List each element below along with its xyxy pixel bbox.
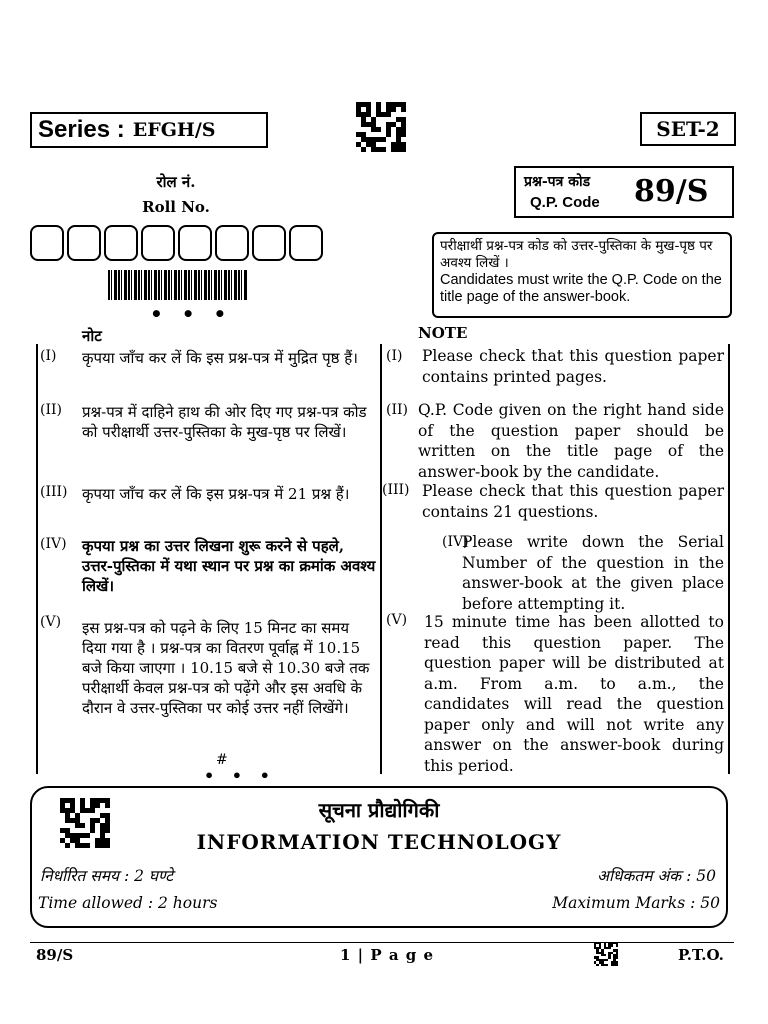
english-note-number: (I)	[386, 348, 403, 364]
hash-mark: #	[216, 752, 228, 768]
hindi-note-number: (II)	[40, 402, 62, 418]
center-divider-line	[380, 344, 382, 774]
time-allowed-hindi: निर्धारित समय : 2 घण्टे	[40, 867, 174, 885]
qp-code-instruction	[432, 232, 732, 318]
time-allowed-english: Time allowed : 2 hours	[38, 894, 218, 912]
footer-qp-code: 89/S	[36, 946, 74, 964]
english-note-text: Please write down the Serial Number of the question in the answer-book at the given place before attempting it.	[462, 533, 724, 613]
roll-digit-box[interactable]	[178, 225, 212, 261]
series-value: EFGH/S	[132, 119, 216, 141]
set-label: SET-2	[640, 112, 736, 146]
hindi-note-text: कृपया जाँच कर लें कि इस प्रश्न-पत्र में मुद्रित पृष्ठ हैं।	[82, 349, 358, 367]
english-note-text: 15 minute time has been allotted to read this question paper. The question paper will be distributed at a.m. From a.m. to a.m., the candidates will read the question paper only and will not write any answer on the answer-book during this period.	[424, 613, 724, 775]
english-note-text: Please check that this question paper contains printed pages.	[422, 347, 724, 386]
qp-code-label-english: Q.P. Code	[530, 194, 600, 211]
roll-number-boxes	[30, 225, 326, 261]
hindi-note-number: (V)	[40, 614, 62, 630]
english-note-number: (IV)	[442, 534, 469, 550]
note-title-english: NOTE	[418, 324, 468, 342]
footer-page-number: 1 | P a g e	[340, 946, 435, 964]
footer-pto: P.T.O.	[678, 946, 724, 964]
english-note-text: Q.P. Code given on the right hand side of the question paper should be written on the title page of the answer-book by the candidate.	[418, 401, 724, 481]
footer-divider	[30, 942, 734, 943]
max-marks-hindi: अधिकतम अंक : 50	[597, 867, 716, 885]
series-label: Series :	[38, 116, 125, 143]
roll-digit-box[interactable]	[252, 225, 286, 261]
roll-digit-box[interactable]	[104, 225, 138, 261]
qr-code-icon	[594, 942, 618, 966]
hindi-note-text: प्रश्न-पत्र में दाहिने हाथ की ओर दिए गए प्रश्न-पत्र कोड को परीक्षार्थी उत्तर-पुस्तिका के मुख-पृष्ठ पर लिखें।	[82, 403, 367, 441]
qp-code-value: 89/S	[634, 174, 709, 209]
subject-info-box	[30, 786, 728, 928]
subject-title-english: INFORMATION TECHNOLOGY	[196, 830, 562, 854]
roll-digit-box[interactable]	[215, 225, 249, 261]
roll-digit-box[interactable]	[289, 225, 323, 261]
roll-digit-box[interactable]	[67, 225, 101, 261]
subject-title-hindi: सूचना प्रौद्योगिकी	[318, 798, 440, 822]
hindi-note-text: कृपया प्रश्न का उत्तर लिखना शुरू करने से पहले, उत्तर-पुस्तिका में यथा स्थान पर प्रश्न का क्रमांक अवश्य लिखें।	[82, 537, 376, 595]
hindi-note-number: (III)	[40, 484, 68, 500]
hindi-note-text: इस प्रश्न-पत्र को पढ़ने के लिए 15 मिनट का समय दिया गया है । प्रश्न-पत्र का वितरण पूर्वाह्न में 10.15 बजे किया जाएगा । 10.15 बजे से 10.30 बजे तक परीक्षार्थी केवल प्रश्न-पत्र को पढ़ेंगे और इस अवधि के दौरान वे उत्तर-पुस्तिका पर कोई उत्तर नहीं लिखेंगे।	[82, 619, 370, 717]
hindi-note-text: कृपया जाँच कर लें कि इस प्रश्न-पत्र में 21 प्रश्न हैं।	[82, 485, 350, 503]
qp-code-label-hindi: प्रश्न-पत्र कोड	[524, 174, 591, 190]
instruction-hindi: परीक्षार्थी प्रश्न-पत्र कोड को उत्तर-पुस्तिका के मुख-पृष्ठ पर अवश्य लिखें ।	[440, 238, 713, 271]
left-border-line	[36, 344, 38, 774]
note-title-hindi: नोट	[82, 327, 102, 345]
roll-label-hindi: रोल नं.	[156, 173, 196, 191]
roll-digit-box[interactable]	[141, 225, 175, 261]
english-note-number: (III)	[382, 482, 410, 498]
series-box	[30, 112, 268, 148]
max-marks-english: Maximum Marks : 50	[552, 894, 720, 912]
roll-digit-box[interactable]	[30, 225, 64, 261]
english-note-number: (V)	[386, 612, 408, 628]
qr-code-icon	[356, 102, 406, 152]
instruction-english: Candidates must write the Q.P. Code on the title page of the answer-book.	[440, 272, 722, 305]
barcode-icon	[108, 270, 248, 300]
english-note-number: (II)	[386, 402, 408, 418]
hindi-note-number: (IV)	[40, 536, 67, 552]
right-border-line	[728, 344, 730, 774]
english-note-text: Please check that this question paper contains 21 questions.	[422, 482, 724, 521]
dots-decoration: • • •	[150, 302, 233, 326]
roll-label-english: Roll No.	[142, 198, 210, 216]
dots-decoration: • • •	[204, 766, 276, 785]
qp-code-box	[514, 166, 734, 218]
hindi-note-number: (I)	[40, 348, 57, 364]
